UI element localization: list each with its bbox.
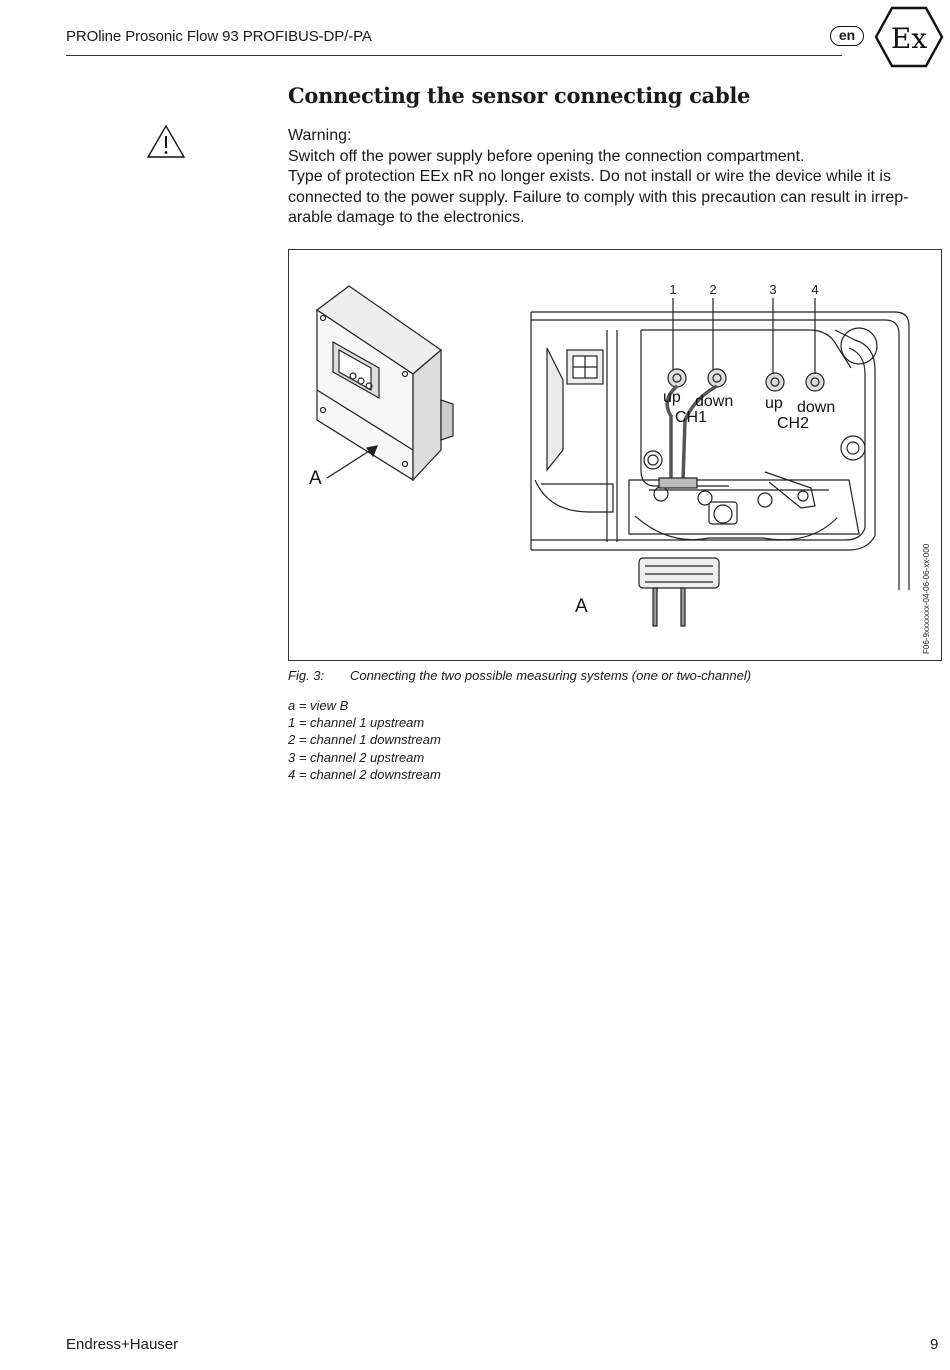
legend-item: 2 = channel 1 downstream xyxy=(288,732,441,748)
legend-item: 4 = channel 2 downstream xyxy=(288,766,441,782)
ch2-down-label: down xyxy=(797,399,836,416)
language-badge: en xyxy=(830,26,864,46)
warning-label: Warning: xyxy=(288,127,352,144)
warning-triangle-icon xyxy=(146,124,186,160)
ex-explosion-protection-icon xyxy=(874,6,944,68)
legend-item: 1 = channel 1 upstream xyxy=(288,715,425,731)
page-number: 9 xyxy=(930,1336,939,1353)
figure-number: Fig. 3: xyxy=(288,668,325,683)
footer-brand: Endress+Hauser xyxy=(66,1336,179,1353)
ex-mark-text: Ex xyxy=(890,22,928,55)
warning-line: Switch off the power supply before opening the connection compartment. xyxy=(288,147,805,165)
ch1-channel-label: CH1 xyxy=(675,409,708,426)
legend-item: 3 = channel 2 upstream xyxy=(288,749,425,765)
legend-item: a = view B xyxy=(288,698,349,713)
view-label-bottom: A xyxy=(575,596,588,617)
figure-caption xyxy=(288,668,751,683)
callout-3: 3 xyxy=(769,282,777,297)
wiring-diagram-drawing xyxy=(289,250,942,661)
callout-4: 4 xyxy=(811,282,819,297)
view-label-left: A xyxy=(309,468,322,489)
warning-block xyxy=(288,126,948,229)
ch2-channel-label: CH2 xyxy=(777,415,810,432)
warning-line: connected to the power supply. Failure to comply with this precaution can result in irrep- xyxy=(288,188,909,206)
callout-1: 1 xyxy=(669,282,677,297)
figure-code: F06-9xxxxxxx-04-06-06-xx-000 xyxy=(922,543,931,654)
figure-wiring-diagram xyxy=(288,249,942,661)
figure-caption-text: Connecting the two possible measuring systems (one or two-channel) xyxy=(350,668,752,683)
header-rule xyxy=(66,55,842,56)
document-header-title: PROline Prosonic Flow 93 PROFIBUS-DP/-PA xyxy=(66,28,372,45)
ch1-up-label: up xyxy=(663,389,681,406)
warning-line: Type of protection EEx nR no longer exists. Do not install or wire the device while it is xyxy=(288,168,891,185)
figure-legend xyxy=(288,697,441,783)
callout-2: 2 xyxy=(709,282,717,297)
section-title: Connecting the sensor connecting cable xyxy=(288,83,751,108)
ch2-up-label: up xyxy=(765,395,783,412)
warning-line: arable damage to the electronics. xyxy=(288,209,525,226)
ch1-down-label: down xyxy=(695,393,734,410)
